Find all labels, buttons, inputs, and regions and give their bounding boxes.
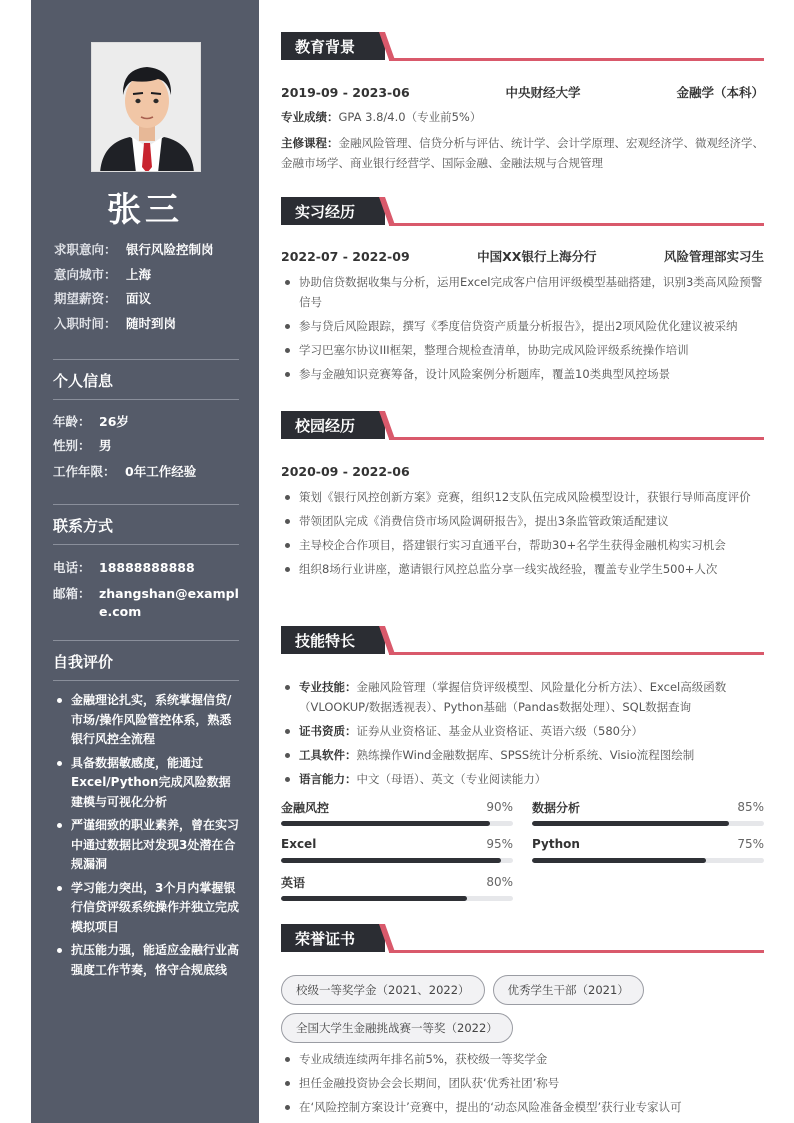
info-row: 工作年限： 0年工作经验 (53, 464, 197, 479)
skills-header (281, 626, 764, 656)
education-block (281, 82, 764, 173)
list-item: 专业成绩连续两年排名前5%，获校级一等奖学金 (281, 1049, 764, 1069)
skills-block (281, 677, 764, 793)
section-title: 实习经历 (281, 197, 385, 225)
section-title: 校园经历 (281, 411, 385, 439)
email-row: 邮箱： zhangshan@example.com (53, 586, 239, 619)
internship-role: 风险管理部实习生 (663, 249, 764, 264)
info-row: 年龄： 26岁 (53, 414, 129, 429)
campus-header (281, 411, 764, 441)
education-major: 金融学（本科） (676, 85, 764, 100)
list-item: 参与贷后风险跟踪，撰写《季度信贷资产质量分析报告》，提出2项风险优化建议被采纳 (281, 316, 764, 336)
intent-label: 意向城市： (54, 266, 117, 282)
intent-label: 期望薪资： (54, 291, 117, 307)
slash-decoration (379, 626, 395, 654)
campus-row (281, 461, 764, 481)
skill-fill (281, 896, 467, 901)
section-title: 技能特长 (281, 626, 385, 654)
skills-list (281, 677, 764, 789)
honors-header (281, 924, 764, 954)
honor-pill: 全国大学生金融挑战赛一等奖（2022） (281, 1013, 513, 1043)
list-item: 学习巴塞尔协议III框架，整理合规检查清单，协助完成风险评级系统操作培训 (281, 340, 764, 360)
intent-row (54, 237, 244, 262)
contact-title: 联系方式 (53, 517, 114, 535)
honors-block (281, 1049, 764, 1121)
skill-bar: 数据分析 85% (532, 798, 764, 826)
section-title: 荣誉证书 (281, 924, 385, 952)
slash-decoration (379, 924, 395, 952)
list-item: 组织8场行业讲座，邀请银行风控总监分享一线实战经验，覆盖专业学生500+人次 (281, 559, 764, 579)
intent-value: 面议 (126, 291, 152, 307)
skill-bar: Python 75% (532, 835, 764, 863)
list-item: 在‘风险控制方案设计’竞赛中，提出的‘动态风险准备金模型’获行业专家认可 (281, 1097, 764, 1117)
intent-row (54, 262, 244, 287)
list-item: 学习能力突出，3个月内掌握银行信贷评级系统操作并独立完成模拟项目 (53, 879, 239, 938)
phone-value[interactable]: 18888888888 (99, 560, 195, 575)
list-item: 工具软件：熟练操作Wind金融数据库、SPSS统计分析系统、Visio流程图绘制 (281, 745, 764, 765)
skill-bar: 英语 80% (281, 873, 513, 901)
intent-label: 求职意向： (54, 242, 117, 258)
personal-info-title: 个人信息 (53, 372, 114, 390)
email-value[interactable]: zhangshan@example.com (99, 586, 239, 619)
list-item: 证书资质：证券从业资格证、基金从业资格证、英语六级（580分） (281, 721, 764, 741)
campus-list (281, 487, 764, 579)
list-item: 参与金融知识竞赛筹备，设计风险案例分析题库，覆盖10类典型风控场景 (281, 364, 764, 384)
slash-decoration (379, 197, 395, 225)
education-row (281, 82, 764, 102)
list-item: 专业技能：金融风险管理（掌握信贷评级模型、风险量化分析方法）、Excel高级函数（VLOOKUP/数据透视表）、Python基础（Pandas数据处理）、SQL数据查询 (281, 677, 764, 717)
intent-row (54, 311, 244, 336)
candidate-name: 张三 (107, 190, 183, 230)
list-item: 语言能力：中文（母语）、英文（专业阅读能力） (281, 769, 764, 789)
contact-section (53, 504, 239, 621)
job-intent (54, 237, 244, 335)
skill-bar: Excel 95% (281, 835, 513, 863)
campus-block (281, 461, 764, 583)
list-item: 协助信贷数据收集与分析，运用Excel完成客户信用评级模型基础搭建，识别3类高风险预警信号 (281, 272, 764, 312)
gpa-line: 专业成绩：GPA 3.8/4.0（专业前5%） (281, 110, 482, 124)
list-item: 严谨细致的职业素养，曾在实习中通过数据比对发现3处潜在合规漏洞 (53, 816, 239, 875)
education-header (281, 32, 764, 62)
campus-period: 2020-09 - 2022-06 (281, 463, 410, 479)
skill-bar: 金融风控 90% (281, 798, 513, 826)
intent-row (54, 286, 244, 311)
honors-list (281, 1049, 764, 1117)
intent-value: 上海 (126, 266, 152, 282)
internship-header (281, 197, 764, 227)
honor-pill: 校级一等奖学金（2021、2022） (281, 975, 485, 1005)
internship-company: 中国XX银行上海分行 (477, 249, 597, 264)
internship-block (281, 246, 764, 388)
education-school: 中央财经大学 (505, 85, 581, 100)
list-item: 带领团队完成《消费信贷市场风险调研报告》，提出3条监管政策适配建议 (281, 511, 764, 531)
self-eval-section (53, 640, 239, 984)
info-row: 性别： 男 (53, 438, 112, 453)
courses-line: 主修课程：金融风险管理、信贷分析与评估、统计学、会计学原理、宏观经济学、微观经济学、金融市场学、商业银行经营学、国际金融、金融法规与合规管理 (281, 136, 764, 170)
sidebar (31, 0, 259, 1123)
education-period: 2019-09 - 2023-06 (281, 84, 410, 100)
internship-row (281, 246, 764, 266)
internship-list (281, 272, 764, 384)
honor-pill: 优秀学生干部（2021） (493, 975, 644, 1005)
profile-photo (91, 42, 201, 172)
list-item: 主导校企合作项目，搭建银行实习直通平台，帮助30+名学生获得金融机构实习机会 (281, 535, 764, 555)
list-item: 策划《银行风控创新方案》竞赛，组织12支队伍完成风险模型设计，获银行导师高度评价 (281, 487, 764, 507)
list-item: 金融理论扎实，系统掌握信贷/市场/操作风险管控体系，熟悉银行风控全流程 (53, 691, 239, 750)
slash-decoration (379, 411, 395, 439)
slash-decoration (379, 32, 395, 60)
section-title: 教育背景 (281, 32, 385, 60)
skill-fill (532, 858, 706, 863)
skill-fill (532, 821, 729, 826)
intent-label: 入职时间： (54, 315, 117, 331)
self-eval-list (53, 691, 239, 980)
skill-fill (281, 821, 490, 826)
personal-info-section (53, 359, 239, 486)
list-item: 担任金融投资协会会长期间，团队获‘优秀社团’称号 (281, 1073, 764, 1093)
self-eval-title: 自我评价 (53, 653, 114, 671)
internship-period: 2022-07 - 2022-09 (281, 248, 410, 264)
skill-fill (281, 858, 501, 863)
intent-value: 银行风险控制岗 (126, 242, 214, 258)
intent-value: 随时到岗 (126, 315, 177, 331)
phone-row: 电话： 18888888888 (53, 560, 195, 575)
honor-pills (281, 975, 764, 1051)
list-item: 抗压能力强，能适应金融行业高强度工作节奏，恪守合规底线 (53, 941, 239, 980)
list-item: 具备数据敏感度，能通过Excel/Python完成风险数据建模与可视化分析 (53, 754, 239, 813)
